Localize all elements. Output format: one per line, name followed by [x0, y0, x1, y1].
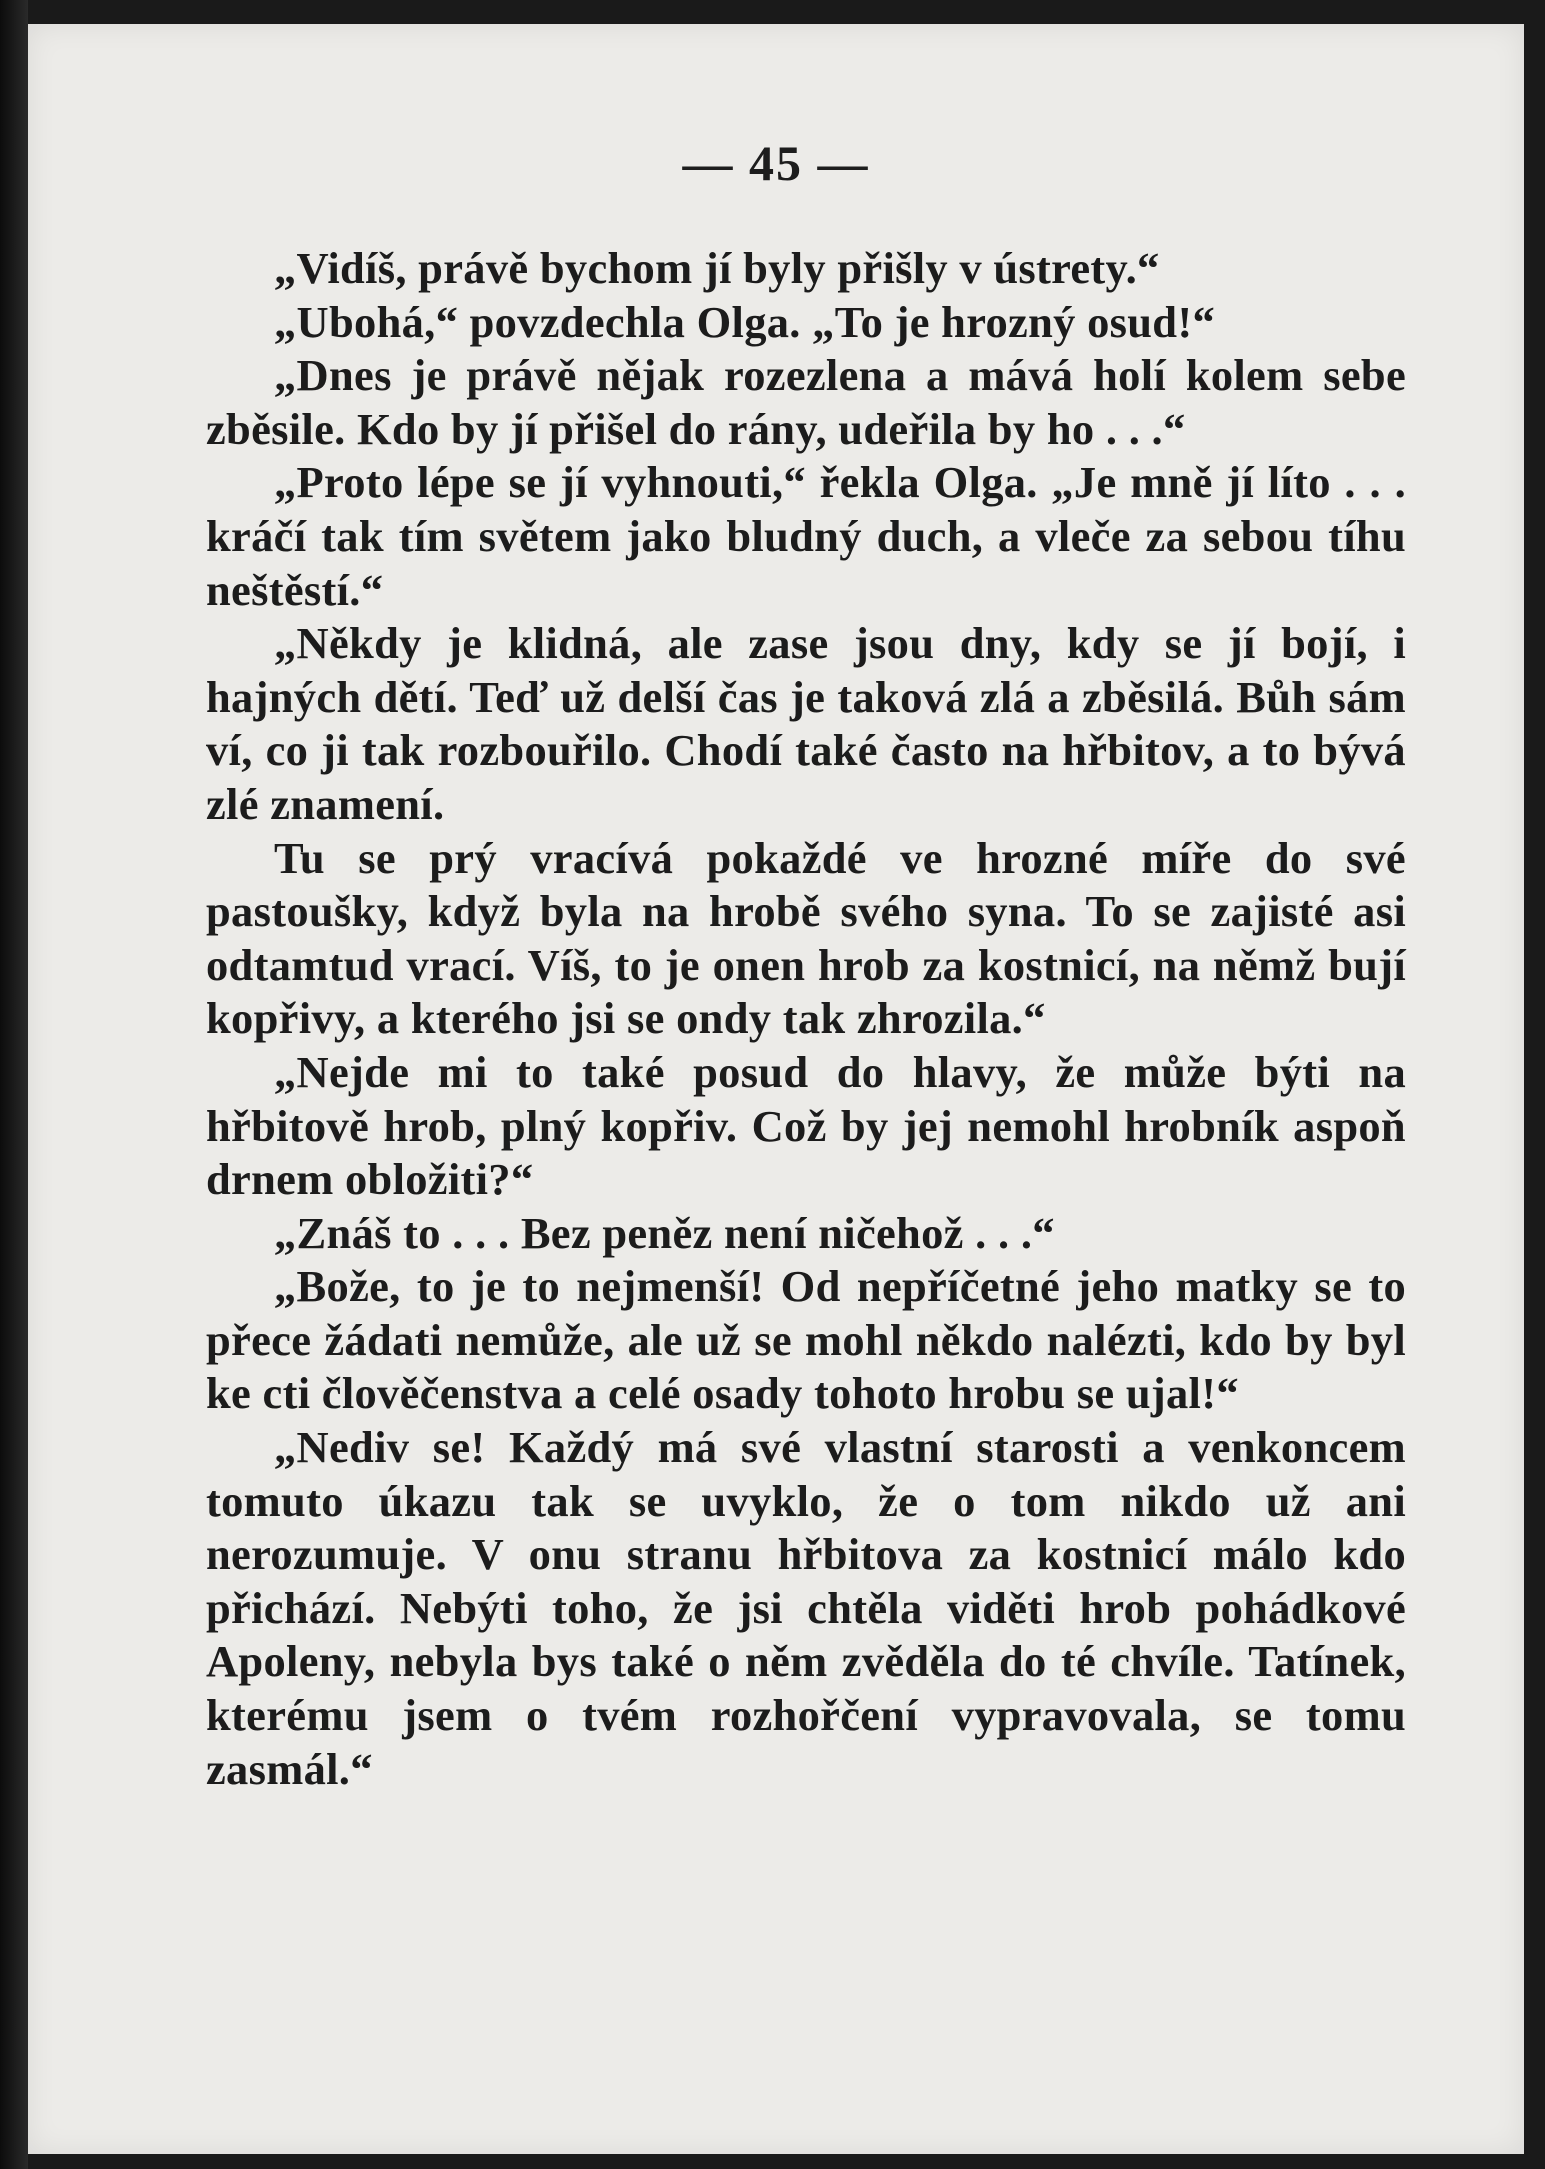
paragraph-9: „Bože, to je to nejmenší! Od nepříčetné jeho matky se to přece žádati nemůže, ale už se mohl někdo nalézti, kdo by byl ke cti člověčenstva a celé osady tohoto hrobu se ujal!“: [206, 1261, 1406, 1419]
paragraph-5: „Někdy je klidná, ale zase jsou dny, kdy se jí bojí, i hajných dětí. Teď už delší čas je taková zlá a zběsilá. Bůh sám ví, co ji tak rozbouřilo. Chodí také často na hřbitov, a to bývá zlé znamení.: [206, 618, 1406, 829]
paragraph-10: „Nediv se! Každý má své vlastní starosti a venkoncem tomuto úkazu tak se uvyklo, že o tom nikdo už ani nerozumuje. V onu stranu hřbitova za kostnicí málo kdo přichází. Nebýti toho, že jsi chtěla viděti hrob pohádkové Apoleny, nebyla bys také o něm zvěděla do té chvíle. Tatínek, kterému jsem o tvém rozhořčení vypravovala, se tomu zasmál.“: [206, 1422, 1406, 1794]
book-page: [28, 24, 1524, 2154]
paragraph-7: „Nejde mi to také posud do hlavy, že může býti na hřbitově hrob, plný kopřiv. Což by jej nemohl hrobník aspoň drnem obložiti?“: [206, 1046, 1406, 1205]
body-text: [206, 242, 1406, 1796]
paragraph-6: Tu se prý vracívá pokaždé ve hrozné míře do své pastoušky, když byla na hrobě svého syna. To se zajisté asi odtamtud vrací. Víš, to je onen hrob za kostnicí, na němž bují kopřivy, a kterého jsi se ondy tak zhrozila.“: [206, 832, 1406, 1044]
paragraph-2: „Ubohá,“ povzdechla Olga. „To je hrozný osud!“: [274, 296, 1216, 347]
page-number: — 45 —: [682, 135, 870, 191]
book-spine: [0, 0, 28, 2169]
paragraph-8: „Znáš to . . . Bez peněz není ničehož . . .“: [274, 1207, 1055, 1258]
paragraph-1: „Vidíš, právě bychom jí byly přišly v ústrety.“: [274, 243, 1160, 293]
paragraph-4: „Proto lépe se jí vyhnouti,“ řekla Olga. „Je mně jí líto . . . kráčí tak tím světem jako bludný duch, a vleče za sebou tíhu neštěstí.“: [206, 457, 1406, 615]
paragraph-3: „Dnes je právě nějak rozezlena a mává holí kolem sebe zběsile. Kdo by jí přišel do rány, udeřila by ho . . .“: [206, 350, 1406, 454]
